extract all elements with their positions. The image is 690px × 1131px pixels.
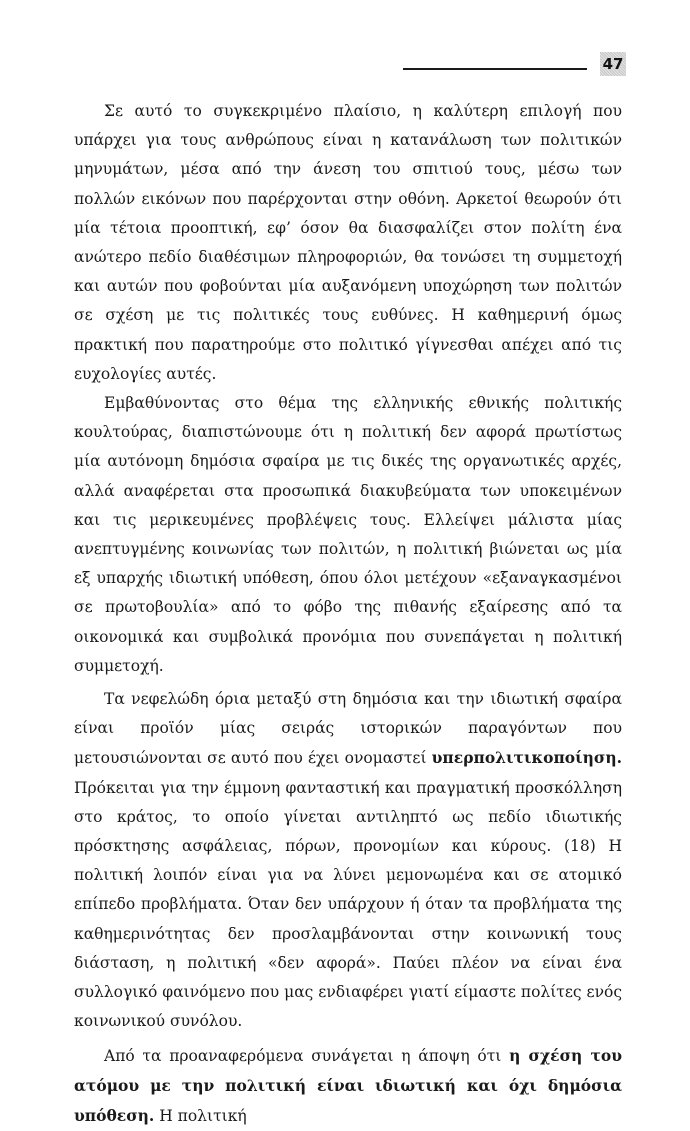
paragraph-4-bold-statement: η σχέση του ατόμου με την πολιτική είναι ιδιωτική και όχι δημόσια υπόθεση. xyxy=(74,1046,622,1125)
paragraph-3-text-before: Τα νεφελώδη όρια μεταξύ στη δημόσια και την ιδιωτική σφαίρα είναι προϊόν μίας σειράς ιστορικών παραγόντων που μετουσιώνονται σε αυτό που έχει ονομαστεί xyxy=(74,690,622,767)
header-rule xyxy=(403,68,587,70)
paragraph-3 xyxy=(74,685,622,1036)
paragraph-4-text-before: Από τα προαναφερόμενα συνάγεται η άποψη ότι xyxy=(104,1047,509,1065)
paragraph-3-text-after: Πρόκειται για την έμμονη φανταστική και πραγματική προσκόλληση στο κράτος, το οποίο γίνεται αντιληπτό ως πεδίο ιδιωτικής πρόσκτησης ασφάλειας, πόρων, προνομίων και κύρους. (18) Η πολιτική λοιπόν είναι για να λύνει μεμονωμένα και σε ατομικό επίπεδο προβλήματα. Όταν δεν υπάρχουν ή όταν τα προβλήματα της καθημερινότητας δεν προσλαμβάνονται στην κοινωνική τους διάσταση, η πολιτική «δεν αφορά». Παύει πλέον να είναι ένα συλλογικό φαινόμενο που μας ενδιαφέρει γιατί είμαστε πολίτες ενός κοινωνικού συνόλου. xyxy=(74,779,622,1031)
body-text xyxy=(74,97,622,1131)
page-number: 47 xyxy=(600,52,626,76)
paragraph-4-text-after: Η πολιτική xyxy=(154,1107,246,1125)
paragraph-3-bold-term: υπερπολιτικοποίηση. xyxy=(432,748,622,767)
paragraph-2: Εμβαθύνοντας στο θέμα της ελληνικής εθνικής πολιτικής κουλτούρας, διαπιστώνουμε ότι η πολιτική δεν αφορά πρωτίστως μία αυτόνομη δημόσια σφαίρα με τις δικές της οργανωτικές αρχές, αλλά αναφέρεται στα προσωπικά διακυβεύματα των υποκειμένων και τις μερικευμένες προβλέψεις τους. Ελλείψει μάλιστα μίας ανεπτυγμένης κοινωνίας των πολιτών, η πολιτική βιώνεται ως μία εξ υπαρχής ιδιωτική υπόθεση, όπου όλοι μετέχουν «εξαναγκασμένοι σε πρωτοβουλία» από το φόβο της πιθανής εξαίρεσης από τα οικονομικά και συμβολικά προνόμια που συνεπάγεται η πολιτική συμμετοχή. xyxy=(74,389,622,681)
paragraph-4 xyxy=(74,1041,622,1131)
paragraph-1: Σε αυτό το συγκεκριμένο πλαίσιο, η καλύτερη επιλογή που υπάρχει για τους ανθρώπους είναι η κατανάλωση των πολιτικών μηνυμάτων, μέσα από την άνεση του σπιτιού τους, μέσω των πολλών εικόνων που παρέρχονται στην οθόνη. Αρκετοί θεωρούν ότι μία τέτοια προοπτική, εφ’ όσον θα διασφαλίζει στον πολίτη ένα ανώτερο πεδίο διαθέσιμων πληροφοριών, θα τονώσει τη συμμετοχή και αυτών που φοβούνται μία αυξανόμενη υποχώρηση των πολιτών σε σχέση με τις πολιτικές τους ευθύνες. Η καθημερινή όμως πρακτική που παρατηρούμε στο πολιτικό γίγνεσθαι απέχει από τις ευχολογίες αυτές. xyxy=(74,97,622,389)
